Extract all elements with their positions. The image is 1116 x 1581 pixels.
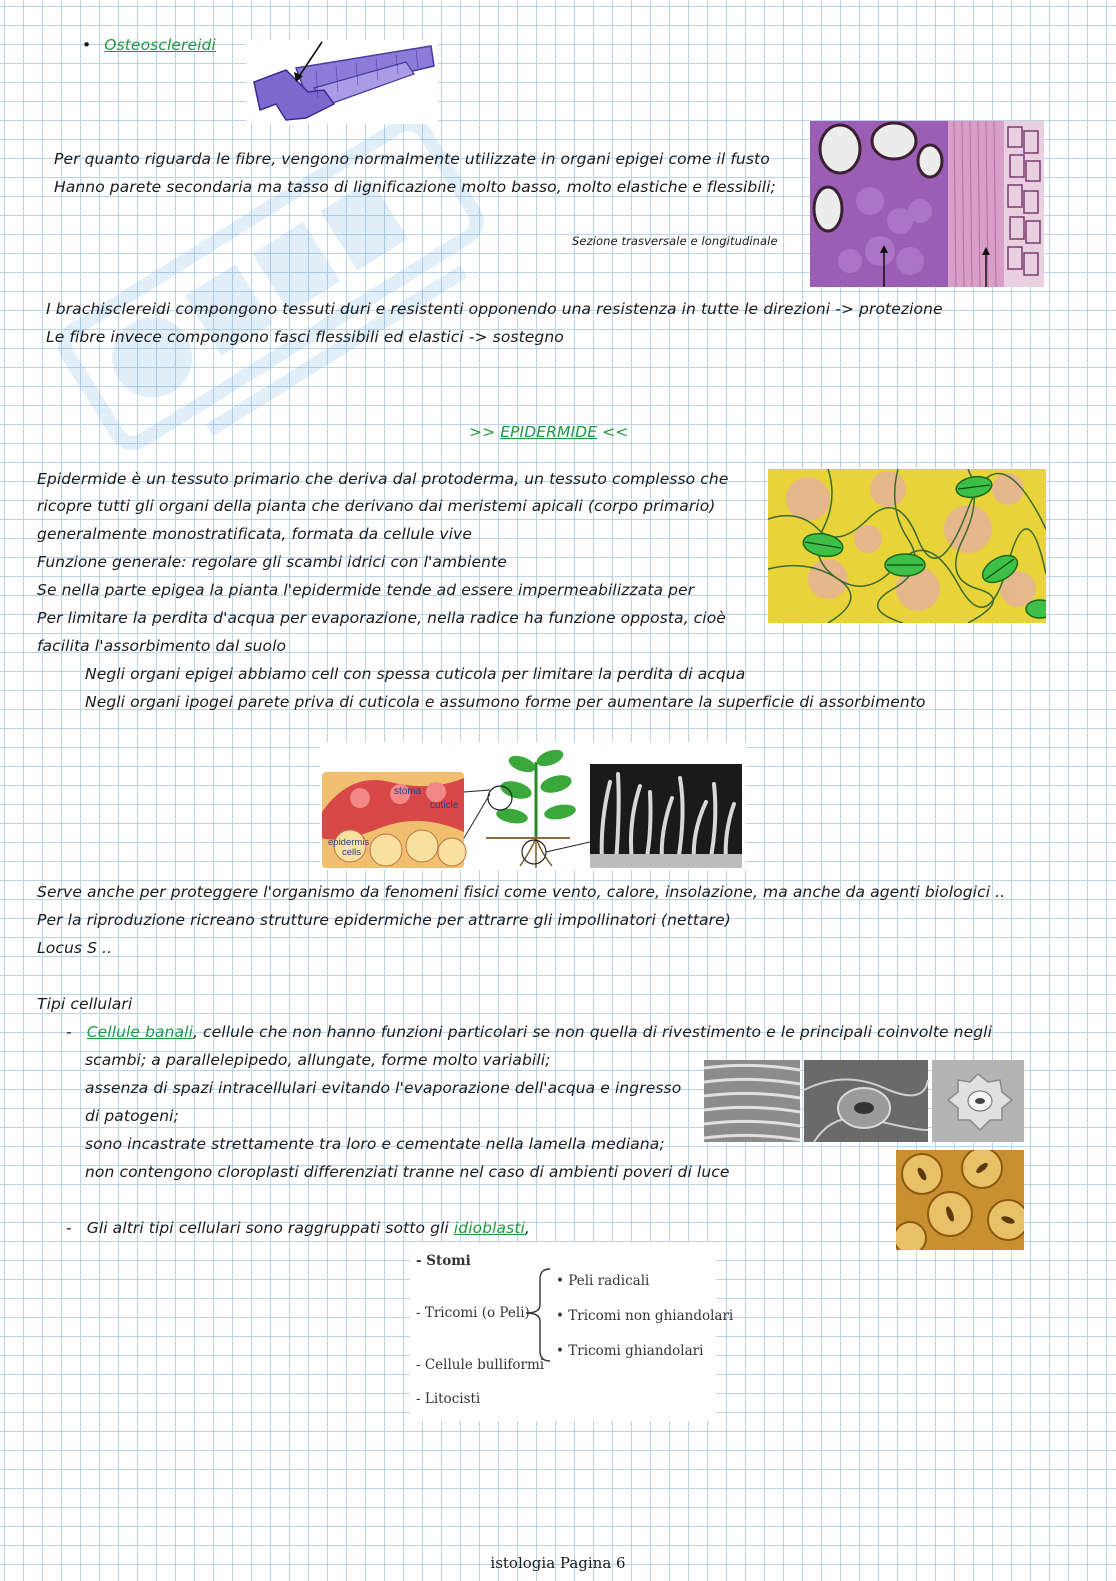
- brachi-line-1: I brachisclereidi compongono tessuti duri e resistenti opponendo una resistenza in tutte le direzioni -> protezione: [46, 300, 943, 318]
- epidermide-line-4: Funzione generale: regolare gli scambi idrici con l'ambiente: [37, 553, 507, 571]
- banali-item: [66, 1023, 992, 1041]
- epidermide-indent-2: Negli organi ipogei parete priva di cuticola e assumono forme per aumentare la superficie di assorbimento: [85, 693, 926, 711]
- epidermide-line-6: Per limitare la perdita d'acqua per evaporazione, nella radice ha funzione opposta, cioè: [37, 609, 726, 627]
- epidermide-line-1: Epidermide è un tessuto primario che deriva dal protoderma, un tessuto complesso che: [37, 470, 729, 488]
- idioblasti-link[interactable]: idioblasti: [453, 1219, 525, 1237]
- epidermide-line-3: generalmente monostratificata, formata da cellule vive: [37, 525, 472, 543]
- page-footer: istologia Pagina 6: [490, 1554, 626, 1572]
- epidermide-heading: [469, 423, 628, 441]
- banali-rest: , cellule che non hanno funzioni particolari se non quella di rivestimento e le principali coinvolte negli: [192, 1023, 992, 1041]
- dash: -: [66, 1023, 72, 1041]
- label-cuticle: cuticle: [430, 800, 459, 811]
- cellule-banali-link[interactable]: Cellule banali: [86, 1023, 193, 1041]
- heading-suffix: <<: [597, 423, 629, 441]
- diagram-tricomi: - Tricomi (o Peli): [416, 1305, 530, 1321]
- protezione-line-3: Locus S ..: [37, 939, 113, 957]
- diagram-litocisti: - Litocisti: [416, 1391, 481, 1407]
- stomata-sem-color: [896, 1150, 1024, 1250]
- diagram-stomi: - Stomi: [416, 1253, 471, 1269]
- epidermide-line-5: Se nella parte epigea la pianta l'epidermide tende ad essere impermeabilizzata per: [37, 581, 695, 599]
- brachi-line-2: Le fibre invece compongono fasci flessibili ed elastici -> sostegno: [46, 328, 564, 346]
- altri-pre: Gli altri tipi cellulari sono raggruppati sotto gli: [86, 1219, 454, 1237]
- epidermide-link[interactable]: EPIDERMIDE: [500, 423, 598, 441]
- osteo-title-link[interactable]: Osteosclereidi: [104, 36, 216, 54]
- epidermal-cells-sem: [704, 1060, 1024, 1144]
- osteo-heading: [82, 36, 216, 54]
- altri-post: ,: [524, 1219, 530, 1237]
- banali-line-1: scambi; a parallelepipedo, allungate, forme molto variabili;: [85, 1051, 551, 1069]
- stomata-micrograph: [768, 469, 1046, 623]
- epidermide-indent-1: Negli organi epigei abbiamo cell con spessa cuticola per limitare la perdita di acqua: [85, 665, 746, 683]
- diagram-brace: [520, 1265, 554, 1365]
- osteosclereide-image: [246, 40, 438, 124]
- dash: -: [66, 1219, 72, 1237]
- label-epidermis: epidermis: [328, 837, 370, 848]
- plant-epidermis-figure: [320, 742, 746, 870]
- banali-line-3: di patogeni;: [85, 1107, 179, 1125]
- fibre-line-1: Per quanto riguarda le fibre, vengono normalmente utilizzate in organi epigei come il fusto: [54, 150, 770, 168]
- bullet: •: [82, 36, 92, 54]
- altri-item: [66, 1219, 530, 1237]
- diagram-tricomi-non-ghiandolari: • Tricomi non ghiandolari: [556, 1308, 734, 1324]
- diagram-bulliformi: - Cellule bulliformi: [416, 1357, 545, 1373]
- watermark-logo: [30, 60, 550, 530]
- diagram-tricomi-ghiandolari: • Tricomi ghiandolari: [556, 1343, 704, 1359]
- label-cells: cells: [342, 847, 362, 858]
- epidermide-line-2: ricopre tutti gli organi della pianta che derivano dai meristemi apicali (corpo primario): [37, 497, 716, 515]
- diagram-peli-radicali: • Peli radicali: [556, 1273, 650, 1289]
- idioblasti-diagram: [410, 1243, 734, 1421]
- epidermide-line-7: facilita l'assorbimento dal suolo: [37, 637, 287, 655]
- banali-line-5: non contengono cloroplasti differenziati tranne nel caso di ambienti poveri di luce: [85, 1163, 730, 1181]
- fibre-section-image: [810, 121, 1044, 287]
- banali-line-4: sono incastrate strettamente tra loro e cementate nella lamella mediana;: [85, 1135, 665, 1153]
- fibre-caption: Sezione trasversale e longitudinale: [572, 234, 778, 248]
- banali-line-2: assenza di spazi intracellulari evitando l'evaporazione dell'acqua e ingresso: [85, 1079, 682, 1097]
- heading-prefix: >>: [469, 423, 501, 441]
- label-stoma: stoma: [394, 786, 422, 797]
- protezione-line-1: Serve anche per proteggere l'organismo da fenomeni fisici come vento, calore, insolazione, ma anche da agenti biologici ..: [37, 883, 1006, 901]
- tipi-heading: Tipi cellulari: [37, 995, 133, 1013]
- protezione-line-2: Per la riproduzione ricreano strutture epidermiche per attrarre gli impollinatori (nettare): [37, 911, 731, 929]
- fibre-line-2: Hanno parete secondaria ma tasso di lignificazione molto basso, molto elastiche e flessibili;: [54, 178, 776, 196]
